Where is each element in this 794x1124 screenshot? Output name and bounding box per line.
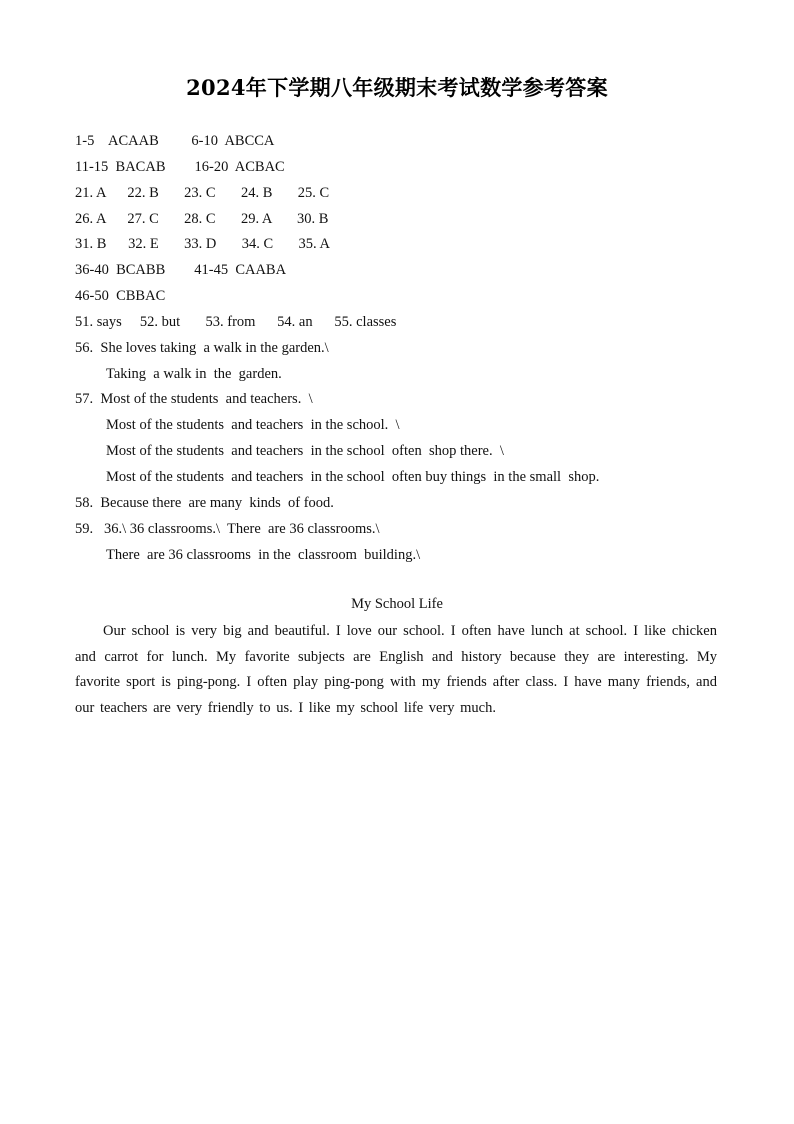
essay-title: My School Life — [351, 596, 443, 612]
answer-line-36-45: 36-40 BCABB 41-45 CAABA — [75, 262, 287, 278]
answer-line-56: 56. She loves taking a walk in the garden.\ — [75, 340, 329, 356]
answer-line-57-alt-3: Most of the students and teachers in the school often buy things in the small shop. — [106, 469, 600, 485]
answer-line-58: 58. Because there are many kinds of food. — [75, 495, 334, 511]
answer-line-56-alt: Taking a walk in the garden. — [106, 366, 282, 382]
answer-line-57: 57. Most of the students and teachers. \ — [75, 391, 313, 407]
essay-body: Our school is very big and beautiful. I love our school. I often have lunch at school. I like chicken and carrot for lunch. My favorite subjects are English and history because they are interesting. My favorite sport is ping-pong. I often play ping-pong with my friends after class. I have many friends, and our teachers are very friendly to us. I like my school life very much. — [75, 623, 717, 717]
answer-line-57-alt-1: Most of the students and teachers in the school. \ — [106, 417, 400, 433]
answer-line-51-55: 51. says 52. but 53. from 54. an 55. classes — [75, 314, 397, 330]
answer-line-31-35: 31. B 32. E 33. D 34. C 35. A — [75, 236, 330, 252]
answer-line-21-25: 21. A 22. B 23. C 24. B 25. C — [75, 185, 330, 201]
answer-line-26-30: 26. A 27. C 28. C 29. A 30. B — [75, 211, 329, 227]
answer-line-1-10: 1-5 ACAAB 6-10 ABCCA — [75, 133, 275, 149]
page-title: 2024年下学期八年级期末考试数学参考答案 — [186, 75, 608, 100]
answer-line-59: 59. 36.\ 36 classrooms.\ There are 36 classrooms.\ — [75, 521, 380, 537]
answer-line-57-alt-2: Most of the students and teachers in the school often shop there. \ — [106, 443, 504, 459]
answer-line-46-50: 46-50 CBBAC — [75, 288, 166, 304]
answer-line-11-20: 11-15 BACAB 16-20 ACBAC — [75, 159, 285, 175]
answer-line-59-alt: There are 36 classrooms in the classroom building.\ — [106, 547, 421, 563]
